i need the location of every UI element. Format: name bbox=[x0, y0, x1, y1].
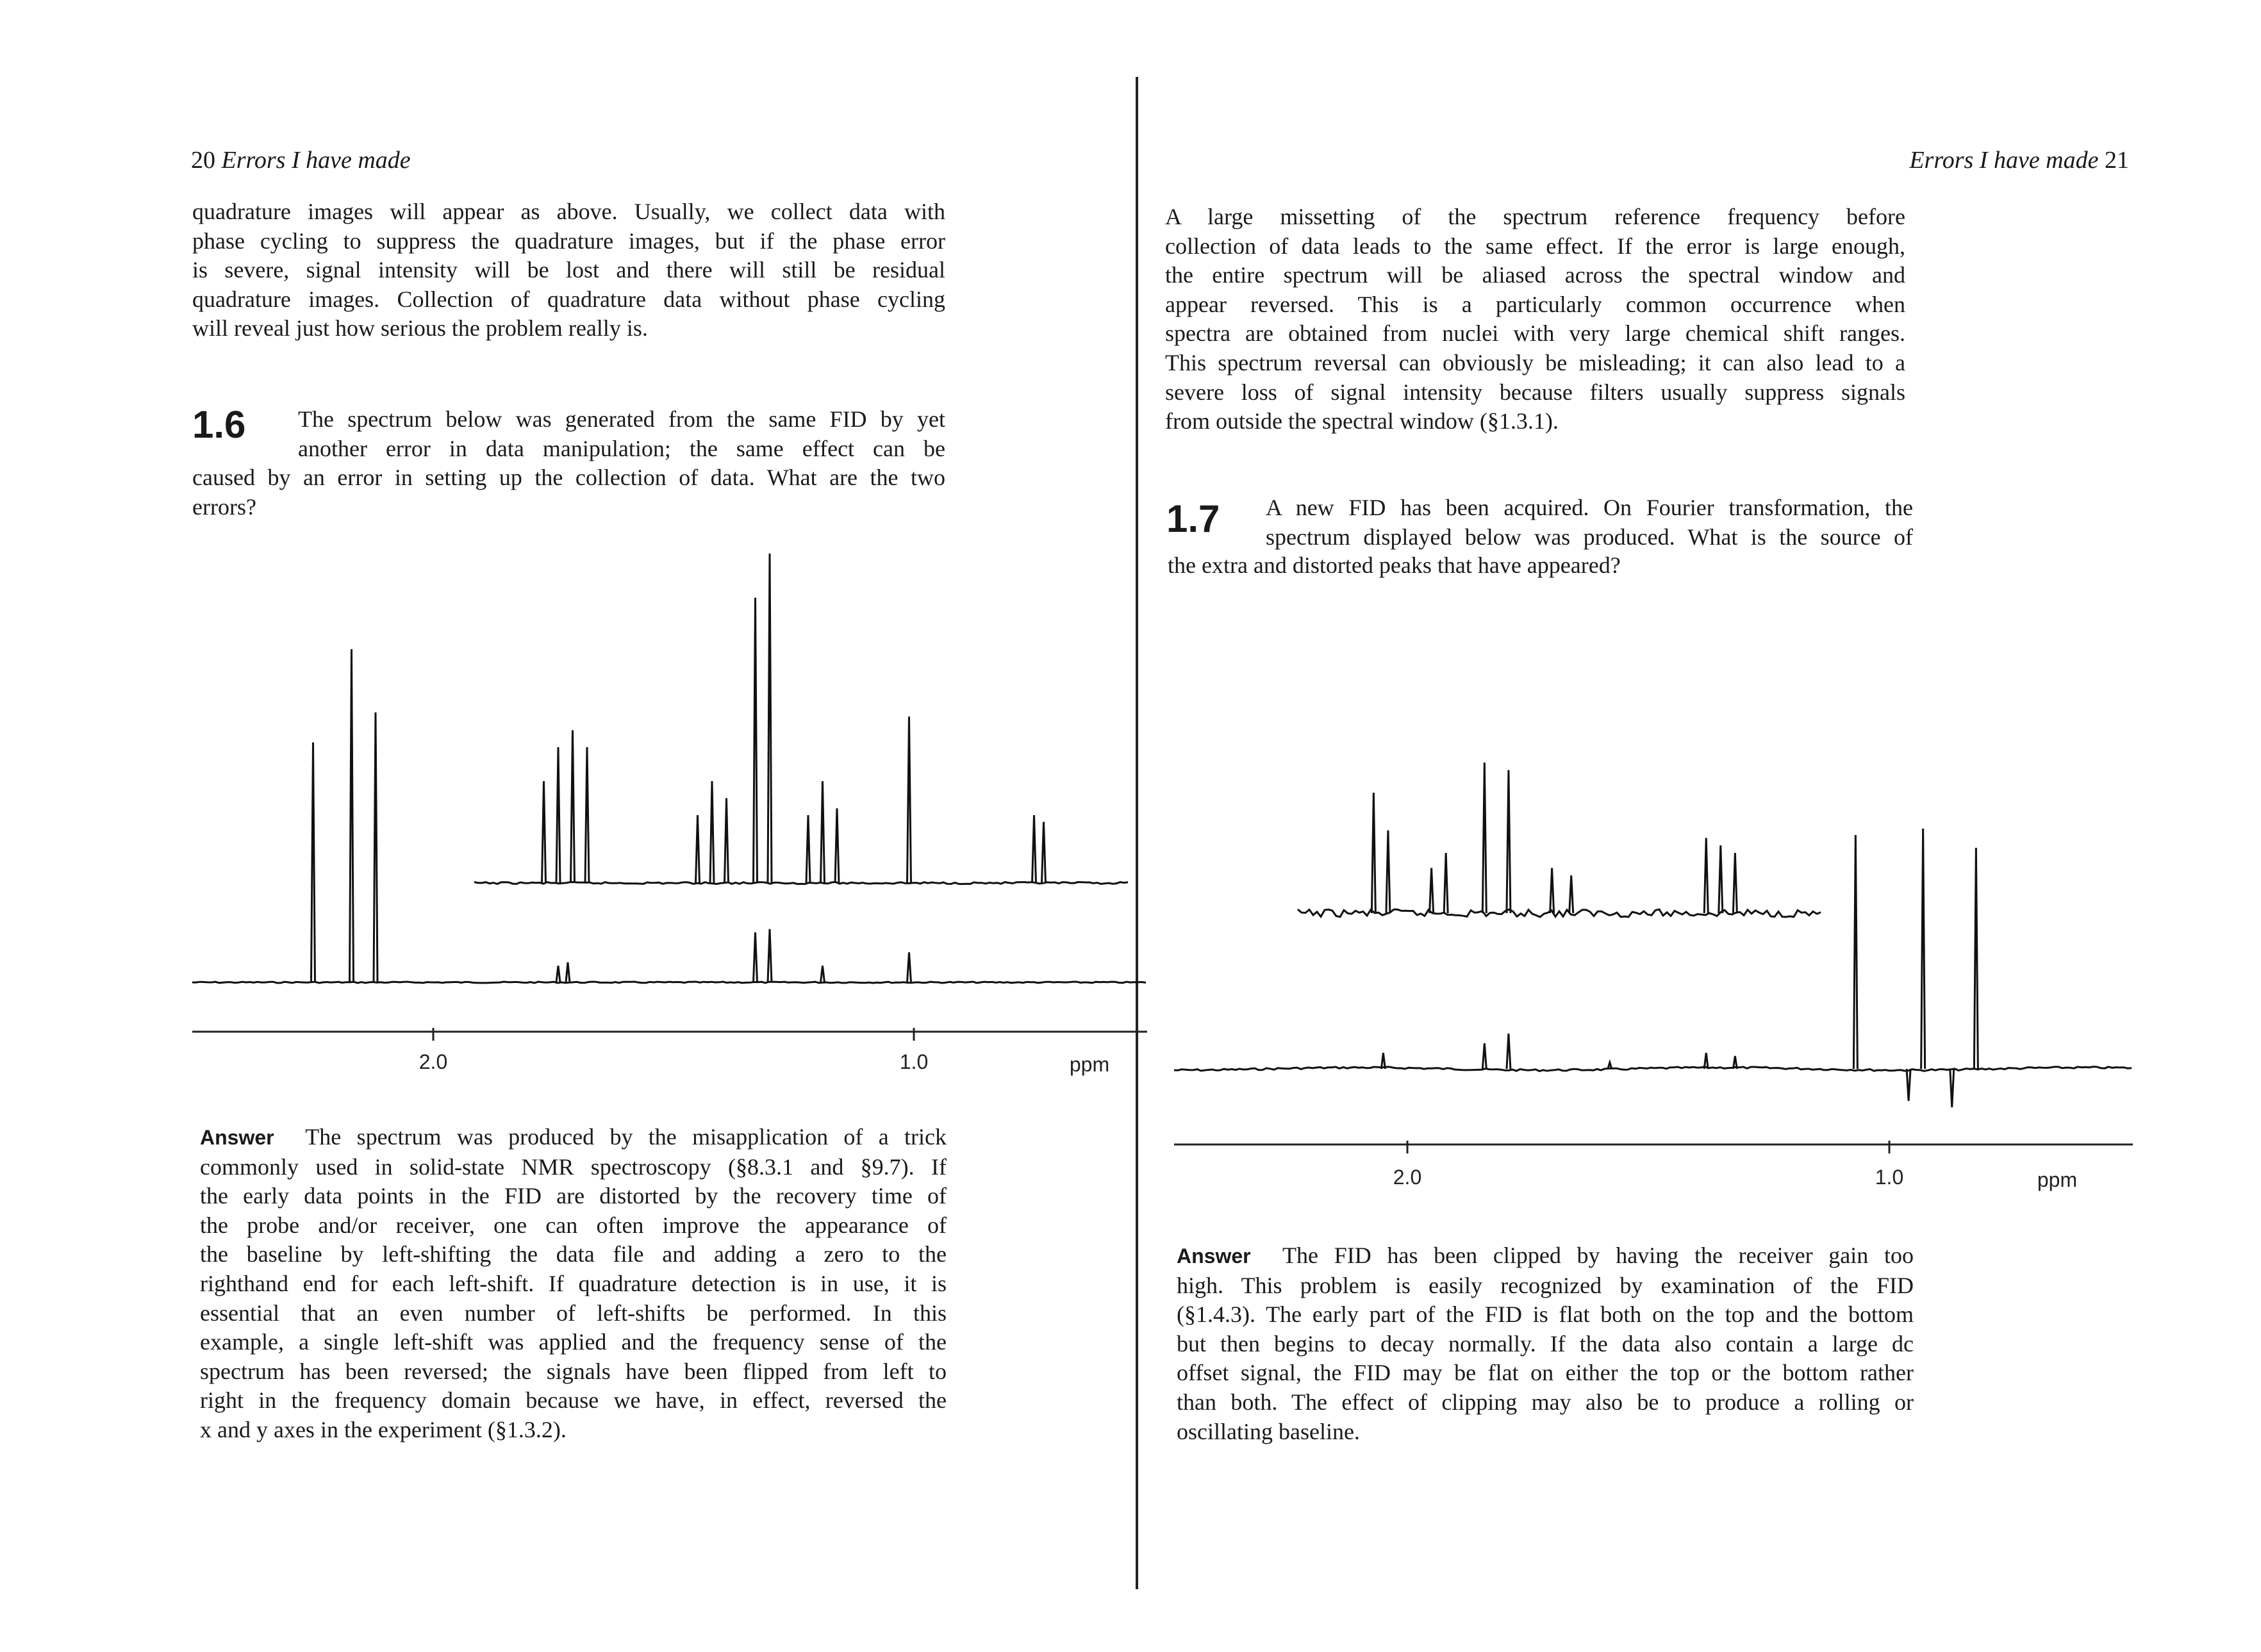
text-line: will reveal just how serious the problem really is. bbox=[192, 315, 648, 342]
answer-label: Answer bbox=[200, 1126, 274, 1149]
text-line: the baseline by left-shifting the data file and adding a zero to the bbox=[200, 1241, 947, 1268]
text-line: The spectrum below was generated from the same FID by yet bbox=[298, 406, 945, 432]
spectrum-peak bbox=[821, 781, 825, 883]
text-line: This spectrum reversal can obviously be misleading; it can also lead to a bbox=[1165, 349, 1905, 376]
right-page-number: 21 bbox=[2105, 147, 2129, 174]
text-line: but then begins to decay normally. If the data also contain a large dc bbox=[1177, 1330, 1914, 1357]
spectrum-peak bbox=[1719, 845, 1723, 913]
text-line: quadrature images. Collection of quadrature data without phase cycling bbox=[192, 286, 945, 312]
question-number-1-6: 1.6 bbox=[192, 403, 246, 446]
spectrum-peak bbox=[1482, 763, 1486, 913]
text-line: spectra are obtained from nuclei with very large chemical shift ranges. bbox=[1165, 320, 1905, 347]
text-line: righthand end for each left-shift. If quadrature detection is in use, it is bbox=[200, 1270, 947, 1296]
spectrum-peak bbox=[374, 713, 377, 982]
text-line: spectrum displayed below was produced. What is the source of bbox=[1266, 524, 1913, 550]
tick-label: 2.0 bbox=[418, 1050, 448, 1073]
spectrum-peak bbox=[710, 781, 714, 883]
text-line: caused by an error in setting up the collection of data. What are the two bbox=[192, 465, 945, 490]
spectrum-peak bbox=[754, 932, 758, 982]
text-line: collection of data leads to the same effect. If the error is large enough, bbox=[1165, 233, 1905, 259]
left-running-title: Errors I have made bbox=[221, 147, 411, 174]
text-line: essential that an even number of left-shifts be performed. In this bbox=[200, 1300, 947, 1326]
spectrum-peak bbox=[1386, 830, 1390, 913]
text-line: example, a single left-shift was applied and the frequency sense of the bbox=[200, 1329, 947, 1355]
spectrum-peak bbox=[835, 808, 839, 883]
spectrum-peak bbox=[1704, 838, 1708, 914]
right-running-title: Errors I have made bbox=[1909, 147, 2099, 174]
spectrum-peak bbox=[556, 966, 560, 982]
spectrum-peak bbox=[907, 952, 911, 982]
text-line: the early data points in the FID are distorted by the recovery time of bbox=[200, 1183, 947, 1209]
text-line: appear reversed. This is a particularly common occurrence when bbox=[1165, 291, 1905, 317]
text-line: The FID has been clipped by having the receiver gain too bbox=[1282, 1243, 1914, 1268]
spectrum-peak bbox=[1444, 853, 1448, 913]
spectrum-1-6 bbox=[192, 554, 1147, 1076]
spectrum-peak bbox=[1733, 853, 1737, 913]
text-line: spectrum has been reversed; the signals have been flipped from left to bbox=[200, 1358, 947, 1384]
question-number-1-7: 1.7 bbox=[1166, 497, 1220, 540]
spectrum-peak bbox=[754, 598, 758, 883]
spectrum-peak bbox=[806, 815, 810, 883]
spectrum-peak bbox=[1430, 868, 1434, 914]
text-line: errors? bbox=[192, 493, 256, 520]
spectrum-peak bbox=[1550, 868, 1554, 914]
text-line: the extra and distorted peaks that have appeared? bbox=[1168, 552, 1621, 578]
spectrum-peak bbox=[1974, 848, 1978, 1069]
answer-label: Answer bbox=[1177, 1244, 1251, 1268]
text-line: commonly used in solid-state NMR spectroscopy (§8.3.1 and §9.7). If bbox=[200, 1153, 947, 1180]
spectrum-peak bbox=[556, 747, 560, 883]
left-page-number: 20 bbox=[191, 147, 215, 174]
tick-label: 1.0 bbox=[899, 1050, 929, 1073]
text-line: right in the frequency domain because we have, in effect, reversed the bbox=[200, 1387, 947, 1414]
spectrum-peak bbox=[1042, 822, 1046, 883]
text-line: oscillating baseline. bbox=[1177, 1418, 1360, 1444]
text-line: The spectrum was produced by the misapplication of a trick bbox=[305, 1124, 947, 1150]
tick-label: 1.0 bbox=[1875, 1166, 1904, 1189]
spectrum-peak bbox=[1371, 793, 1375, 913]
spectrum-peak bbox=[1507, 1034, 1511, 1069]
spectrum-peak bbox=[1921, 829, 1925, 1069]
spectrum-peak bbox=[907, 716, 911, 883]
axis-unit-label: ppm bbox=[2037, 1168, 2078, 1191]
spectrum-peak bbox=[1907, 1069, 1910, 1101]
spectrum-baseline bbox=[474, 882, 1128, 884]
text-line: (§1.4.3). The early part of the FID is flat both on the top and the bottom bbox=[1177, 1301, 1914, 1328]
text-line: A large missetting of the spectrum reference frequency before bbox=[1165, 204, 1905, 229]
spectrum-peak bbox=[1507, 770, 1511, 913]
text-line: A new FID has been acquired. On Fourier transformation, the bbox=[1266, 495, 1913, 520]
spectrum-peak bbox=[725, 798, 729, 884]
text-line: is severe, signal intensity will be lost and there will still be residual bbox=[192, 257, 945, 283]
spectrum-peak bbox=[311, 743, 315, 982]
text-line: high. This problem is easily recognized by examination of the FID bbox=[1177, 1272, 1914, 1298]
text-line: another error in data manipulation; the same effect can be bbox=[298, 435, 945, 461]
spectrum-baseline bbox=[192, 982, 1146, 983]
text-line: offset signal, the FID may be flat on either the top or the bottom rather bbox=[1177, 1360, 1914, 1386]
spectrum-peak bbox=[1482, 1043, 1486, 1069]
spectrum-peak bbox=[571, 731, 575, 884]
spectrum-peak bbox=[566, 962, 570, 982]
spectrum-peak bbox=[1032, 815, 1036, 883]
spectrum-peak bbox=[696, 815, 700, 883]
text-line: from outside the spectral window (§1.3.1). bbox=[1165, 408, 1559, 434]
spectrum-peak bbox=[1950, 1069, 1954, 1107]
text-line: quadrature images will appear as above. Usually, we collect data with bbox=[192, 199, 945, 224]
text-line: than both. The effect of clipping may also be to produce a rolling or bbox=[1177, 1389, 1914, 1415]
spectrum-peak bbox=[350, 649, 354, 982]
spectrum-1-7 bbox=[1174, 763, 2133, 1191]
spectrum-peak bbox=[1853, 835, 1857, 1069]
text-line: phase cycling to suppress the quadrature images, but if the phase error bbox=[192, 227, 945, 254]
axis-unit-label: ppm bbox=[1069, 1053, 1110, 1076]
spectrum-peak bbox=[542, 781, 546, 883]
text-line: the entire spectrum will be aliased across the spectral window and bbox=[1165, 262, 1905, 288]
spectrum-baseline bbox=[1174, 1067, 2132, 1071]
spectrum-peak bbox=[768, 929, 772, 982]
spectrum-peak bbox=[585, 747, 589, 883]
text-line: severe loss of signal intensity because filters usually suppress signals bbox=[1165, 379, 1905, 405]
spectrum-peak bbox=[821, 966, 825, 982]
spectrum-peak bbox=[1569, 875, 1573, 913]
text-line: the probe and/or receiver, one can often improve the appearance of bbox=[200, 1212, 947, 1238]
tick-label: 2.0 bbox=[1393, 1166, 1422, 1189]
spectrum-peak bbox=[768, 554, 772, 883]
text-line: x and y axes in the experiment (§1.3.2). bbox=[200, 1416, 567, 1442]
